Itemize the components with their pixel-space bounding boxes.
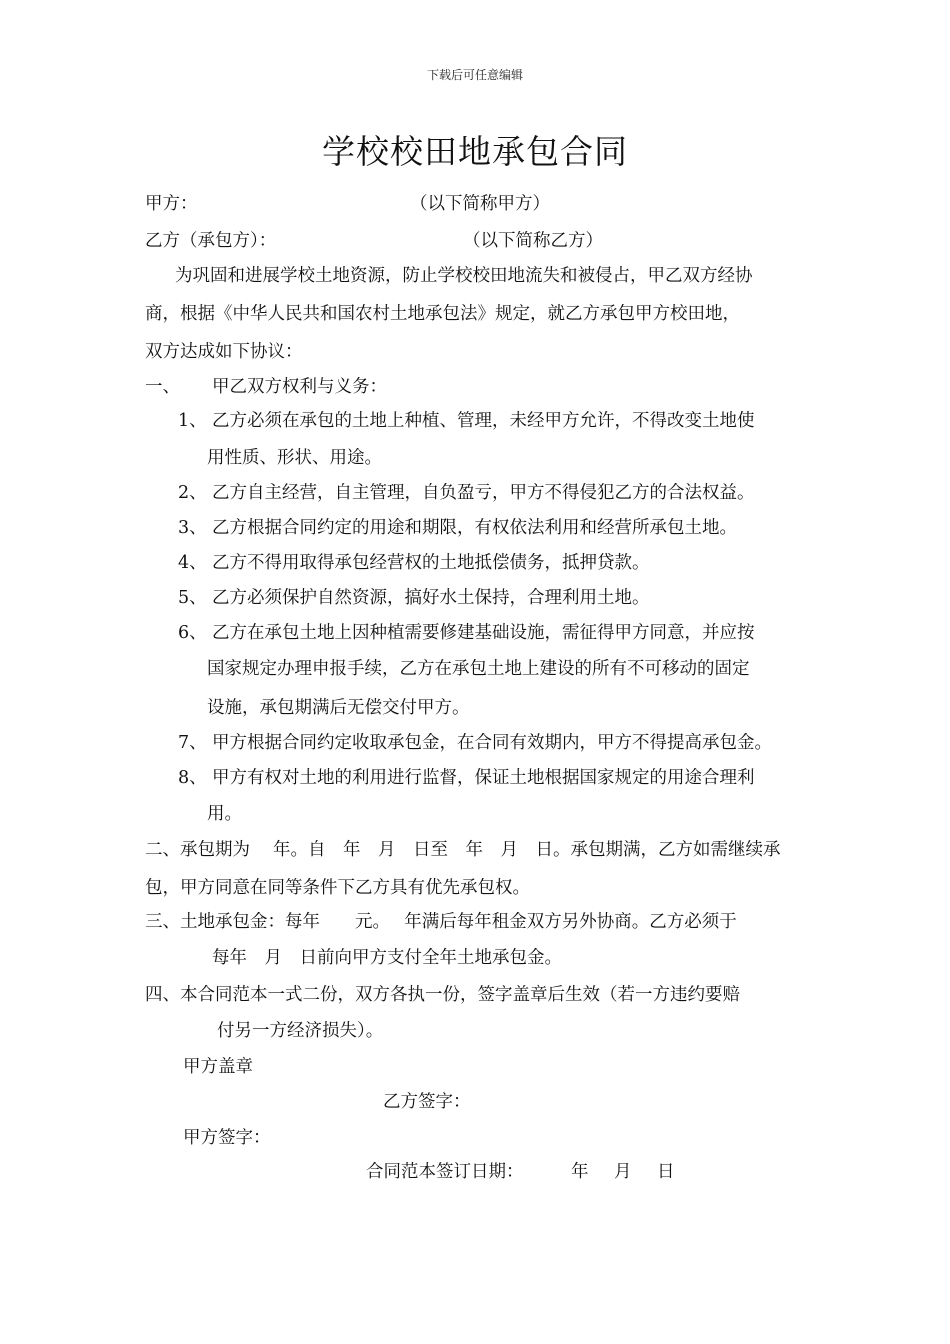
- party-b-signature: 乙方签字：: [383, 1092, 471, 1112]
- clause-text: 用。: [207, 804, 242, 824]
- intro-line: 双方达成如下协议：: [145, 342, 303, 362]
- clause-text: 甲方根据合同约定收取承包金，在合同有效期内，甲方不得提高承包金。: [212, 733, 772, 753]
- section-heading: 甲乙双方权利与义务：: [212, 377, 387, 397]
- section-text: 三、土地承包金：每年 元。 年满后每年租金双方另外协商。乙方必须于: [145, 912, 737, 932]
- section-text: 每年 月 日前向甲方支付全年土地承包金。: [212, 948, 562, 968]
- section-text: 付另一方经济损失）。: [217, 1021, 384, 1041]
- clause-text: 设施，承包期满后无偿交付甲方。: [207, 698, 470, 718]
- section-number: 一、: [145, 377, 180, 397]
- party-a-seal: 甲方盖章: [183, 1057, 253, 1077]
- document-title: 学校校田地承包合同: [322, 132, 628, 171]
- intro-line: 商，根据《中华人民共和国农村土地承包法》规定，就乙方承包甲方校田地，: [145, 304, 740, 324]
- section-text: 二、承包期为 年。自 年 月 日至 年 月 日。承包期满，乙方如需继续承: [145, 840, 781, 860]
- clause-number: 7、: [178, 733, 207, 753]
- page-header: 下载后可任意编辑: [426, 68, 523, 82]
- clause-text: 用性质、形状、用途。: [207, 448, 382, 468]
- clause-number: 5、: [178, 588, 207, 608]
- date-month: 月: [614, 1162, 632, 1182]
- intro-line: 为巩固和进展学校土地资源，防止学校校田地流失和被侵占，甲乙双方经协: [175, 266, 753, 286]
- clause-number: 8、: [178, 768, 207, 788]
- clause-text: 乙方自主经营，自主管理，自负盈亏，甲方不得侵犯乙方的合法权益。: [212, 483, 755, 503]
- clause-number: 3、: [178, 518, 207, 538]
- clause-text: 乙方根据合同约定的用途和期限，有权依法利用和经营所承包土地。: [212, 518, 737, 538]
- party-b-label: 乙方（承包方）：: [145, 231, 277, 251]
- party-a-note: （以下简称甲方）: [410, 194, 550, 214]
- clause-number: 4、: [178, 553, 207, 573]
- clause-number: 2、: [178, 483, 207, 503]
- party-a-signature: 甲方签字：: [183, 1128, 271, 1148]
- clause-text: 乙方必须在承包的土地上种植、管理，未经甲方允许，不得改变土地使: [212, 411, 755, 431]
- party-a-label: 甲方：: [145, 194, 198, 214]
- signing-date-label: 合同范本签订日期：: [366, 1162, 524, 1182]
- clause-text: 乙方不得用取得承包经营权的土地抵偿债务，抵押贷款。: [212, 553, 650, 573]
- party-b-note: （以下简称乙方）: [463, 231, 603, 251]
- section-text: 四、本合同范本一式二份，双方各执一份，签字盖章后生效（若一方违约要赔: [145, 985, 740, 1005]
- clause-number: 1、: [178, 411, 207, 431]
- clause-text: 乙方在承包土地上因种植需要修建基础设施，需征得甲方同意，并应按: [212, 623, 755, 643]
- clause-text: 甲方有权对土地的利用进行监督，保证土地根据国家规定的用途合理利: [212, 768, 755, 788]
- clause-text: 国家规定办理申报手续，乙方在承包土地上建设的所有不可移动的固定: [207, 659, 750, 679]
- date-day: 日: [657, 1162, 675, 1182]
- section-text: 包，甲方同意在同等条件下乙方具有优先承包权。: [145, 878, 530, 898]
- clause-text: 乙方必须保护自然资源，搞好水土保持，合理利用土地。: [212, 588, 650, 608]
- clause-number: 6、: [178, 623, 207, 643]
- date-year: 年: [571, 1162, 589, 1182]
